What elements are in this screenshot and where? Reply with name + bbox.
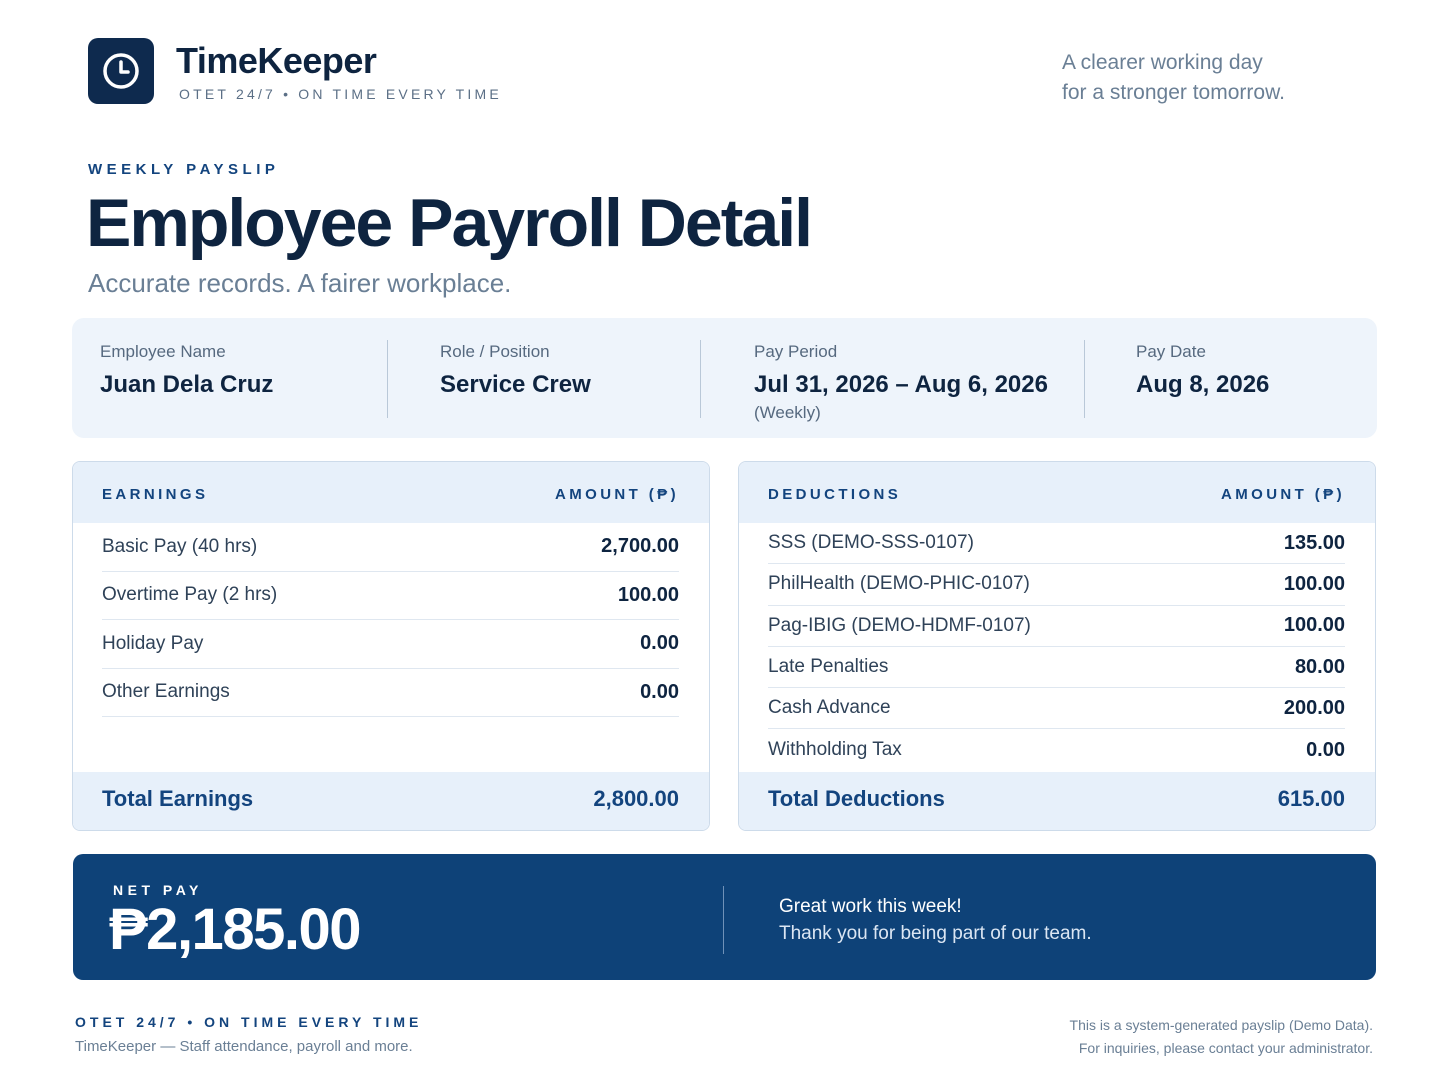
- header-quote-line1: A clearer working day: [1062, 51, 1263, 74]
- clock-icon: [100, 50, 142, 92]
- deductions-total-row: [739, 772, 1375, 830]
- earnings-row-label: Basic Pay (40 hrs): [102, 535, 258, 557]
- info-divider: [700, 340, 701, 418]
- pay-date-value: Aug 8, 2026: [1136, 371, 1270, 398]
- earnings-rows: [102, 523, 679, 717]
- table-row: [768, 729, 1345, 770]
- employee-name-cell: [100, 342, 273, 399]
- total-deductions-label: Total Deductions: [768, 786, 945, 811]
- deductions-row-label: Cash Advance: [768, 697, 891, 719]
- table-row: [768, 688, 1345, 729]
- pay-period-value: Jul 31, 2026 – Aug 6, 2026: [754, 371, 1048, 398]
- total-earnings-value: 2,800.00: [593, 786, 679, 811]
- earnings-row-value: 0.00: [640, 632, 679, 655]
- deductions-row-label: Withholding Tax: [768, 739, 902, 761]
- table-row: [102, 523, 679, 572]
- header-quote: [1062, 48, 1362, 108]
- net-pay-value: ₱2,185.00: [109, 897, 360, 962]
- footer-note-line1: This is a system-generated payslip (Demo Data).: [1069, 1017, 1373, 1033]
- deductions-table: [738, 461, 1376, 831]
- brand-tagline: OTET 24/7 • ON TIME EVERY TIME: [179, 86, 502, 102]
- pay-period-label: Pay Period: [754, 342, 838, 361]
- earnings-table: [72, 461, 710, 831]
- deductions-row-label: Late Penalties: [768, 656, 889, 678]
- earnings-row-label: Other Earnings: [102, 681, 230, 703]
- deductions-table-header: [739, 462, 1375, 523]
- net-pay-message-line2: Thank you for being part of our team.: [779, 923, 1092, 944]
- net-pay-banner: [73, 854, 1376, 980]
- header-quote-line2: for a stronger tomorrow.: [1062, 81, 1285, 104]
- deductions-row-value: 100.00: [1283, 572, 1345, 595]
- table-row: [768, 564, 1345, 605]
- pay-period-cell: [754, 342, 1048, 423]
- deductions-rows: [768, 523, 1345, 771]
- footer-description: TimeKeeper — Staff attendance, payroll and more.: [75, 1038, 413, 1055]
- total-deductions-value: 615.00: [1277, 786, 1345, 811]
- brand-name: TimeKeeper: [176, 40, 377, 81]
- table-row: [768, 606, 1345, 647]
- employee-name-value: Juan Dela Cruz: [100, 371, 274, 398]
- deductions-row-value: 100.00: [1283, 614, 1345, 637]
- deductions-row-label: PhilHealth (DEMO-PHIC-0107): [768, 573, 1030, 595]
- deductions-row-value: 200.00: [1283, 696, 1345, 719]
- deductions-row-value: 80.00: [1294, 655, 1345, 678]
- role-label: Role / Position: [440, 342, 550, 361]
- role-cell: [440, 342, 591, 399]
- table-row: [102, 572, 679, 621]
- pay-date-cell: [1136, 342, 1269, 399]
- earnings-row-value: 0.00: [640, 680, 679, 703]
- earnings-total-row: [73, 772, 709, 830]
- brand-logo: [88, 38, 154, 104]
- deductions-row-value: 135.00: [1283, 531, 1345, 554]
- earnings-header-label: EARNINGS: [102, 486, 209, 503]
- table-row: [102, 669, 679, 718]
- pay-date-label: Pay Date: [1136, 342, 1206, 361]
- earnings-header-amount: AMOUNT (₱): [555, 486, 679, 503]
- footer-tagline: OTET 24/7 • ON TIME EVERY TIME: [75, 1014, 423, 1030]
- page-title: Employee Payroll Detail: [86, 185, 811, 261]
- earnings-row-value: 100.00: [617, 583, 679, 606]
- employee-name-label: Employee Name: [100, 342, 226, 361]
- footer-note-line2: For inquiries, please contact your administrator.: [1078, 1040, 1373, 1056]
- total-earnings-label: Total Earnings: [102, 786, 254, 811]
- table-row: [768, 523, 1345, 564]
- document-eyebrow: WEEKLY PAYSLIP: [88, 161, 280, 178]
- deductions-row-label: SSS (DEMO-SSS-0107): [768, 532, 974, 554]
- net-pay-label: NET PAY: [113, 882, 203, 898]
- earnings-row-label: Holiday Pay: [102, 632, 204, 654]
- deductions-header-label: DEDUCTIONS: [768, 486, 902, 503]
- deductions-row-label: Pag-IBIG (DEMO-HDMF-0107): [768, 614, 1031, 636]
- table-row: [102, 620, 679, 669]
- role-value: Service Crew: [440, 371, 591, 398]
- employee-info-strip: [72, 318, 1377, 438]
- earnings-row-label: Overtime Pay (2 hrs): [102, 584, 278, 606]
- footer-note: [973, 1014, 1373, 1060]
- earnings-row-value: 2,700.00: [601, 535, 679, 558]
- earnings-table-header: [73, 462, 709, 523]
- page-subtitle: Accurate records. A fairer workplace.: [88, 268, 512, 298]
- net-pay-divider: [723, 886, 724, 954]
- pay-period-note: (Weekly): [754, 403, 821, 422]
- info-divider: [1084, 340, 1085, 418]
- info-divider: [387, 340, 388, 418]
- net-pay-message-line1: Great work this week!: [779, 896, 962, 917]
- table-row: [768, 647, 1345, 688]
- deductions-row-value: 0.00: [1306, 738, 1345, 761]
- deductions-header-amount: AMOUNT (₱): [1221, 486, 1345, 503]
